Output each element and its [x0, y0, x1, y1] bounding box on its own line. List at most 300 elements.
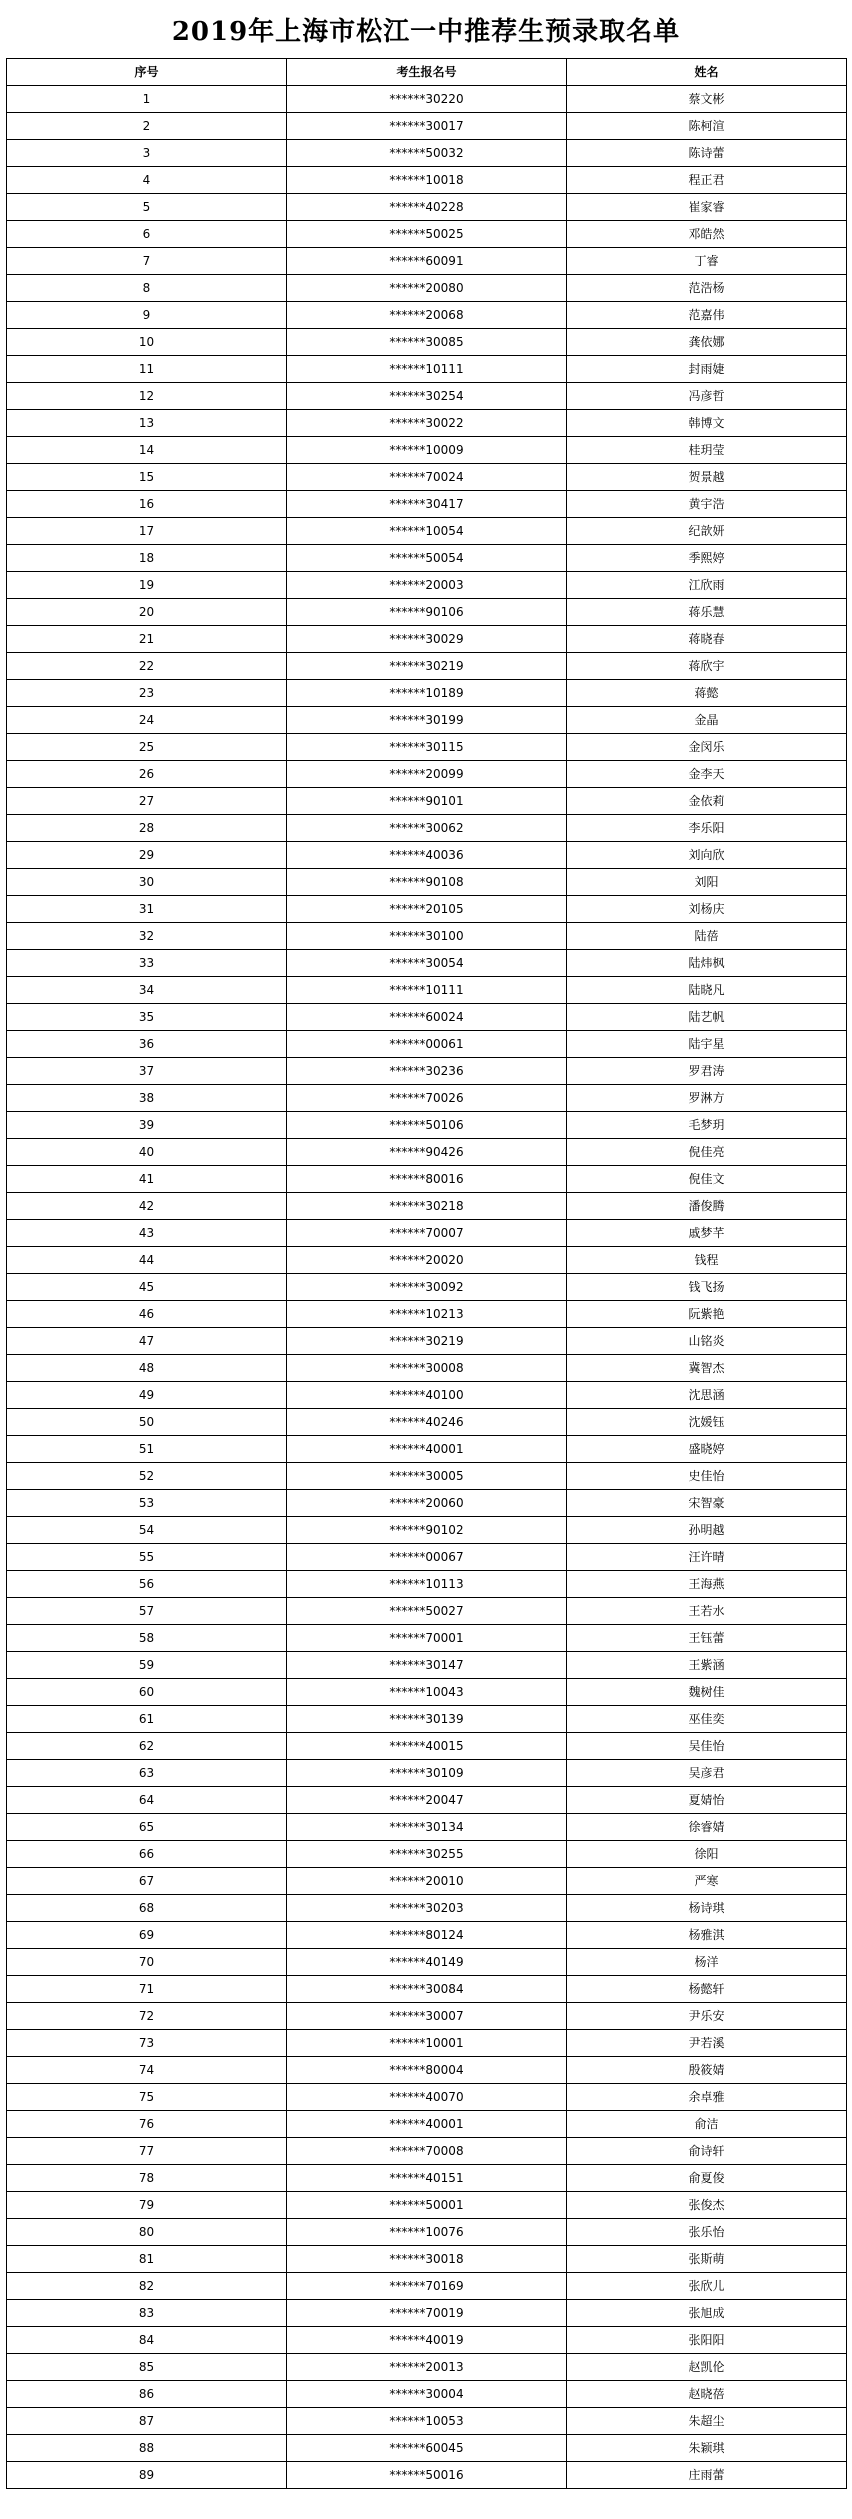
cell-registration-number: ******40001 [287, 1436, 567, 1463]
cell-registration-number: ******20003 [287, 572, 567, 599]
cell-registration-number: ******30029 [287, 626, 567, 653]
table-row [7, 410, 847, 437]
cell-registration-number: ******70169 [287, 2273, 567, 2300]
cell-serial-number: 61 [7, 1706, 287, 1733]
cell-registration-number: ******20060 [287, 1490, 567, 1517]
cell-registration-number: ******30218 [287, 1193, 567, 1220]
cell-name: 罗君涛 [567, 1058, 847, 1085]
table-row [7, 1355, 847, 1382]
table-row [7, 896, 847, 923]
table-row [7, 842, 847, 869]
cell-name: 戚梦芊 [567, 1220, 847, 1247]
cell-name: 程正君 [567, 167, 847, 194]
cell-name: 山铭炎 [567, 1328, 847, 1355]
cell-name: 杨诗琪 [567, 1895, 847, 1922]
cell-registration-number: ******60045 [287, 2435, 567, 2462]
cell-registration-number: ******40070 [287, 2084, 567, 2111]
cell-serial-number: 30 [7, 869, 287, 896]
cell-serial-number: 44 [7, 1247, 287, 1274]
cell-serial-number: 14 [7, 437, 287, 464]
cell-serial-number: 51 [7, 1436, 287, 1463]
header-serial-number: 序号 [7, 59, 287, 86]
cell-name: 杨雅淇 [567, 1922, 847, 1949]
cell-name: 倪佳文 [567, 1166, 847, 1193]
cell-name: 陆炜枫 [567, 950, 847, 977]
table-row [7, 1436, 847, 1463]
cell-name: 徐睿婧 [567, 1814, 847, 1841]
cell-serial-number: 10 [7, 329, 287, 356]
cell-name: 陆宇星 [567, 1031, 847, 1058]
cell-registration-number: ******30219 [287, 653, 567, 680]
cell-registration-number: ******30022 [287, 410, 567, 437]
cell-name: 夏婧怡 [567, 1787, 847, 1814]
table-row [7, 2300, 847, 2327]
cell-registration-number: ******30084 [287, 1976, 567, 2003]
cell-name: 范浩杨 [567, 275, 847, 302]
cell-name: 庄雨蕾 [567, 2462, 847, 2489]
cell-serial-number: 7 [7, 248, 287, 275]
cell-registration-number: ******70001 [287, 1625, 567, 1652]
table-row [7, 923, 847, 950]
table-row [7, 599, 847, 626]
cell-name: 余卓雅 [567, 2084, 847, 2111]
cell-serial-number: 64 [7, 1787, 287, 1814]
cell-serial-number: 15 [7, 464, 287, 491]
cell-name: 赵晓蓓 [567, 2381, 847, 2408]
cell-serial-number: 6 [7, 221, 287, 248]
table-row [7, 1706, 847, 1733]
table-row [7, 1409, 847, 1436]
table-row [7, 113, 847, 140]
cell-registration-number: ******20099 [287, 761, 567, 788]
cell-registration-number: ******30255 [287, 1841, 567, 1868]
cell-name: 尹乐安 [567, 2003, 847, 2030]
cell-registration-number: ******10113 [287, 1571, 567, 1598]
cell-name: 江欣雨 [567, 572, 847, 599]
cell-serial-number: 36 [7, 1031, 287, 1058]
table-row [7, 1733, 847, 1760]
cell-serial-number: 81 [7, 2246, 287, 2273]
cell-registration-number: ******40019 [287, 2327, 567, 2354]
table-row [7, 464, 847, 491]
cell-serial-number: 1 [7, 86, 287, 113]
cell-registration-number: ******20020 [287, 1247, 567, 1274]
cell-name: 史佳怡 [567, 1463, 847, 1490]
cell-name: 金依莉 [567, 788, 847, 815]
cell-serial-number: 8 [7, 275, 287, 302]
cell-name: 龚依娜 [567, 329, 847, 356]
table-row [7, 275, 847, 302]
cell-serial-number: 66 [7, 1841, 287, 1868]
cell-name: 魏树佳 [567, 1679, 847, 1706]
cell-serial-number: 3 [7, 140, 287, 167]
cell-name: 沈思涵 [567, 1382, 847, 1409]
cell-name: 陆艺帆 [567, 1004, 847, 1031]
table-row [7, 491, 847, 518]
cell-name: 杨洋 [567, 1949, 847, 1976]
table-row [7, 626, 847, 653]
table-row [7, 869, 847, 896]
cell-registration-number: ******30254 [287, 383, 567, 410]
cell-name: 朱颖琪 [567, 2435, 847, 2462]
cell-serial-number: 57 [7, 1598, 287, 1625]
cell-name: 张旭成 [567, 2300, 847, 2327]
cell-registration-number: ******00061 [287, 1031, 567, 1058]
cell-name: 纪歆妍 [567, 518, 847, 545]
cell-name: 蔡文彬 [567, 86, 847, 113]
table-row [7, 1112, 847, 1139]
cell-serial-number: 59 [7, 1652, 287, 1679]
table-row [7, 2408, 847, 2435]
cell-name: 杨懿轩 [567, 1976, 847, 2003]
cell-serial-number: 19 [7, 572, 287, 599]
cell-registration-number: ******10189 [287, 680, 567, 707]
cell-name: 徐阳 [567, 1841, 847, 1868]
cell-name: 蒋懿 [567, 680, 847, 707]
cell-registration-number: ******30092 [287, 1274, 567, 1301]
cell-registration-number: ******50032 [287, 140, 567, 167]
cell-registration-number: ******30085 [287, 329, 567, 356]
cell-registration-number: ******20068 [287, 302, 567, 329]
table-row [7, 1193, 847, 1220]
table-row [7, 248, 847, 275]
table-row [7, 815, 847, 842]
cell-serial-number: 20 [7, 599, 287, 626]
table-row [7, 2057, 847, 2084]
table-row [7, 2030, 847, 2057]
cell-serial-number: 65 [7, 1814, 287, 1841]
cell-registration-number: ******50016 [287, 2462, 567, 2489]
cell-name: 金晶 [567, 707, 847, 734]
table-row [7, 2111, 847, 2138]
cell-registration-number: ******40001 [287, 2111, 567, 2138]
cell-name: 刘阳 [567, 869, 847, 896]
cell-registration-number: ******20010 [287, 1868, 567, 1895]
table-row [7, 1544, 847, 1571]
table-row [7, 977, 847, 1004]
table-row [7, 1598, 847, 1625]
table-row [7, 2084, 847, 2111]
cell-name: 丁睿 [567, 248, 847, 275]
cell-serial-number: 48 [7, 1355, 287, 1382]
table-row [7, 2273, 847, 2300]
table-body [7, 86, 847, 2489]
cell-name: 殷筱婧 [567, 2057, 847, 2084]
cell-registration-number: ******10009 [287, 437, 567, 464]
table-row [7, 1652, 847, 1679]
cell-name: 王海燕 [567, 1571, 847, 1598]
cell-name: 金李天 [567, 761, 847, 788]
cell-serial-number: 84 [7, 2327, 287, 2354]
cell-serial-number: 82 [7, 2273, 287, 2300]
cell-registration-number: ******90108 [287, 869, 567, 896]
table-row [7, 1679, 847, 1706]
cell-registration-number: ******70026 [287, 1085, 567, 1112]
table-row [7, 707, 847, 734]
cell-name: 陈诗蕾 [567, 140, 847, 167]
table-row [7, 437, 847, 464]
table-row [7, 2192, 847, 2219]
cell-serial-number: 43 [7, 1220, 287, 1247]
cell-registration-number: ******10043 [287, 1679, 567, 1706]
cell-registration-number: ******40015 [287, 1733, 567, 1760]
cell-name: 孙明越 [567, 1517, 847, 1544]
cell-serial-number: 40 [7, 1139, 287, 1166]
cell-name: 冯彦哲 [567, 383, 847, 410]
cell-name: 罗淋方 [567, 1085, 847, 1112]
cell-registration-number: ******30199 [287, 707, 567, 734]
cell-name: 钱飞扬 [567, 1274, 847, 1301]
cell-registration-number: ******30139 [287, 1706, 567, 1733]
cell-serial-number: 86 [7, 2381, 287, 2408]
cell-name: 严寒 [567, 1868, 847, 1895]
cell-name: 赵凯伦 [567, 2354, 847, 2381]
cell-serial-number: 46 [7, 1301, 287, 1328]
cell-serial-number: 25 [7, 734, 287, 761]
cell-registration-number: ******10213 [287, 1301, 567, 1328]
cell-serial-number: 5 [7, 194, 287, 221]
cell-serial-number: 60 [7, 1679, 287, 1706]
cell-registration-number: ******40246 [287, 1409, 567, 1436]
cell-serial-number: 32 [7, 923, 287, 950]
cell-registration-number: ******30115 [287, 734, 567, 761]
cell-registration-number: ******40228 [287, 194, 567, 221]
cell-serial-number: 27 [7, 788, 287, 815]
cell-name: 钱程 [567, 1247, 847, 1274]
cell-registration-number: ******30417 [287, 491, 567, 518]
cell-serial-number: 38 [7, 1085, 287, 1112]
table-row [7, 1004, 847, 1031]
cell-name: 朱超尘 [567, 2408, 847, 2435]
cell-serial-number: 41 [7, 1166, 287, 1193]
table-row [7, 1139, 847, 1166]
cell-serial-number: 75 [7, 2084, 287, 2111]
cell-registration-number: ******70008 [287, 2138, 567, 2165]
table-row [7, 302, 847, 329]
cell-registration-number: ******50054 [287, 545, 567, 572]
cell-serial-number: 77 [7, 2138, 287, 2165]
table-row [7, 1949, 847, 1976]
cell-registration-number: ******30147 [287, 1652, 567, 1679]
cell-name: 张阳阳 [567, 2327, 847, 2354]
cell-name: 王钰蕾 [567, 1625, 847, 1652]
cell-serial-number: 21 [7, 626, 287, 653]
cell-serial-number: 13 [7, 410, 287, 437]
cell-name: 刘向欣 [567, 842, 847, 869]
cell-name: 尹若溪 [567, 2030, 847, 2057]
table-row [7, 1247, 847, 1274]
cell-serial-number: 87 [7, 2408, 287, 2435]
table-row [7, 1274, 847, 1301]
cell-name: 蒋晓春 [567, 626, 847, 653]
cell-registration-number: ******10053 [287, 2408, 567, 2435]
table-row [7, 194, 847, 221]
cell-name: 张俊杰 [567, 2192, 847, 2219]
cell-serial-number: 54 [7, 1517, 287, 1544]
cell-name: 阮紫艳 [567, 1301, 847, 1328]
cell-serial-number: 85 [7, 2354, 287, 2381]
cell-serial-number: 24 [7, 707, 287, 734]
cell-name: 黄宇浩 [567, 491, 847, 518]
cell-registration-number: ******00067 [287, 1544, 567, 1571]
table-row [7, 2246, 847, 2273]
cell-serial-number: 4 [7, 167, 287, 194]
cell-registration-number: ******80004 [287, 2057, 567, 2084]
table-row [7, 2219, 847, 2246]
table-row [7, 1571, 847, 1598]
cell-serial-number: 33 [7, 950, 287, 977]
table-row [7, 86, 847, 113]
cell-serial-number: 34 [7, 977, 287, 1004]
cell-name: 季熙婷 [567, 545, 847, 572]
table-row [7, 680, 847, 707]
cell-name: 俞诗轩 [567, 2138, 847, 2165]
cell-registration-number: ******30220 [287, 86, 567, 113]
table-row [7, 2003, 847, 2030]
cell-serial-number: 63 [7, 1760, 287, 1787]
cell-serial-number: 18 [7, 545, 287, 572]
cell-name: 巫佳奕 [567, 1706, 847, 1733]
cell-registration-number: ******70024 [287, 464, 567, 491]
cell-name: 范嘉伟 [567, 302, 847, 329]
cell-registration-number: ******50027 [287, 1598, 567, 1625]
cell-name: 韩博文 [567, 410, 847, 437]
cell-serial-number: 53 [7, 1490, 287, 1517]
table-row [7, 1301, 847, 1328]
cell-serial-number: 89 [7, 2462, 287, 2489]
cell-serial-number: 22 [7, 653, 287, 680]
cell-serial-number: 52 [7, 1463, 287, 1490]
cell-registration-number: ******30005 [287, 1463, 567, 1490]
cell-name: 宋智豪 [567, 1490, 847, 1517]
cell-registration-number: ******80124 [287, 1922, 567, 1949]
cell-registration-number: ******40036 [287, 842, 567, 869]
cell-registration-number: ******10111 [287, 977, 567, 1004]
table-row [7, 1490, 847, 1517]
cell-name: 俞洁 [567, 2111, 847, 2138]
cell-serial-number: 28 [7, 815, 287, 842]
cell-name: 崔家睿 [567, 194, 847, 221]
cell-registration-number: ******90426 [287, 1139, 567, 1166]
cell-name: 倪佳亮 [567, 1139, 847, 1166]
cell-registration-number: ******50001 [287, 2192, 567, 2219]
cell-registration-number: ******30109 [287, 1760, 567, 1787]
cell-name: 金闵乐 [567, 734, 847, 761]
cell-registration-number: ******30134 [287, 1814, 567, 1841]
cell-name: 陆晓凡 [567, 977, 847, 1004]
cell-serial-number: 67 [7, 1868, 287, 1895]
cell-registration-number: ******40149 [287, 1949, 567, 1976]
table-row [7, 788, 847, 815]
cell-name: 蒋欣宇 [567, 653, 847, 680]
table-row [7, 761, 847, 788]
cell-name: 封雨婕 [567, 356, 847, 383]
cell-name: 张欣儿 [567, 2273, 847, 2300]
cell-name: 冀智杰 [567, 1355, 847, 1382]
cell-serial-number: 72 [7, 2003, 287, 2030]
cell-name: 刘杨庆 [567, 896, 847, 923]
cell-registration-number: ******50106 [287, 1112, 567, 1139]
cell-serial-number: 56 [7, 1571, 287, 1598]
cell-registration-number: ******30017 [287, 113, 567, 140]
cell-serial-number: 23 [7, 680, 287, 707]
cell-registration-number: ******10054 [287, 518, 567, 545]
cell-name: 李乐阳 [567, 815, 847, 842]
cell-serial-number: 80 [7, 2219, 287, 2246]
table-row [7, 1814, 847, 1841]
cell-name: 陈柯渲 [567, 113, 847, 140]
cell-name: 邓皓然 [567, 221, 847, 248]
table-row [7, 1031, 847, 1058]
cell-name: 张斯萌 [567, 2246, 847, 2273]
cell-registration-number: ******30203 [287, 1895, 567, 1922]
table-row [7, 1463, 847, 1490]
cell-serial-number: 70 [7, 1949, 287, 1976]
cell-serial-number: 31 [7, 896, 287, 923]
cell-name: 王紫涵 [567, 1652, 847, 1679]
cell-serial-number: 73 [7, 2030, 287, 2057]
cell-serial-number: 69 [7, 1922, 287, 1949]
cell-name: 张乐怡 [567, 2219, 847, 2246]
cell-name: 沈媛钰 [567, 1409, 847, 1436]
cell-name: 桂玥莹 [567, 437, 847, 464]
cell-serial-number: 37 [7, 1058, 287, 1085]
table-row [7, 2354, 847, 2381]
cell-name: 毛梦玥 [567, 1112, 847, 1139]
cell-serial-number: 68 [7, 1895, 287, 1922]
table-row [7, 1382, 847, 1409]
cell-registration-number: ******30007 [287, 2003, 567, 2030]
table-row [7, 1166, 847, 1193]
table-row [7, 1895, 847, 1922]
cell-registration-number: ******40100 [287, 1382, 567, 1409]
cell-registration-number: ******70007 [287, 1220, 567, 1247]
table-row [7, 329, 847, 356]
cell-serial-number: 35 [7, 1004, 287, 1031]
cell-registration-number: ******10018 [287, 167, 567, 194]
cell-registration-number: ******10111 [287, 356, 567, 383]
cell-serial-number: 9 [7, 302, 287, 329]
cell-registration-number: ******30100 [287, 923, 567, 950]
cell-serial-number: 2 [7, 113, 287, 140]
cell-name: 汪许晴 [567, 1544, 847, 1571]
table-row [7, 1976, 847, 2003]
cell-registration-number: ******60091 [287, 248, 567, 275]
cell-registration-number: ******90101 [287, 788, 567, 815]
table-row [7, 2165, 847, 2192]
cell-registration-number: ******30219 [287, 1328, 567, 1355]
cell-registration-number: ******30018 [287, 2246, 567, 2273]
cell-serial-number: 39 [7, 1112, 287, 1139]
cell-registration-number: ******50025 [287, 221, 567, 248]
table-row [7, 1922, 847, 1949]
table-row [7, 383, 847, 410]
table-row [7, 1760, 847, 1787]
table-row [7, 140, 847, 167]
table-row [7, 1787, 847, 1814]
cell-serial-number: 42 [7, 1193, 287, 1220]
cell-serial-number: 58 [7, 1625, 287, 1652]
cell-serial-number: 12 [7, 383, 287, 410]
table-row [7, 950, 847, 977]
cell-registration-number: ******30062 [287, 815, 567, 842]
header-name: 姓名 [567, 59, 847, 86]
cell-registration-number: ******90102 [287, 1517, 567, 1544]
cell-name: 盛晓婷 [567, 1436, 847, 1463]
cell-serial-number: 55 [7, 1544, 287, 1571]
cell-serial-number: 83 [7, 2300, 287, 2327]
cell-registration-number: ******70019 [287, 2300, 567, 2327]
